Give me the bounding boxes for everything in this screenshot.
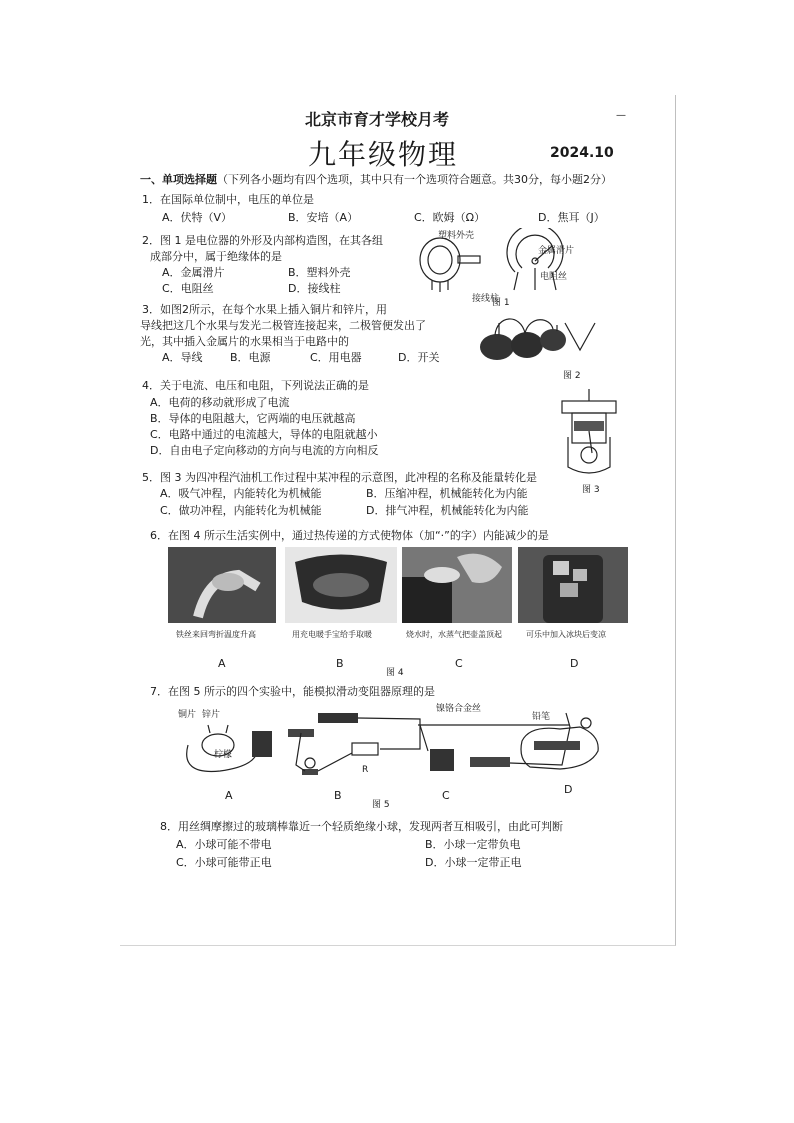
label-plastic-shell: 塑料外壳 — [438, 231, 475, 241]
q3-stem-line2: 导线把这几个水果与发光二极管连接起来，二极管便发出了 — [140, 319, 426, 332]
corner-mark: — — [616, 110, 626, 121]
q3-option-d: D．开关 — [398, 351, 440, 364]
q2-option-b: B．塑料外壳 — [288, 266, 351, 279]
label-lemon: 柠檬 — [214, 750, 233, 760]
circuit-a-letter: A — [225, 789, 233, 802]
photo-b-caption: 用充电暖手宝给手取暖 — [292, 630, 372, 639]
label-resistance-wire: 电阻丝 — [540, 272, 568, 282]
photo-c-boiling-kettle — [402, 547, 512, 623]
q2-stem-line2: 成部分中，属于绝缘体的是 — [150, 250, 282, 263]
q5-option-b: B．压缩冲程，机械能转化为内能 — [366, 487, 528, 500]
q4-option-a: A．电荷的移动就形成了电流 — [150, 396, 290, 409]
section-instructions: （下列各小题均有四个选项，其中只有一个选项符合题意。共30分，每小题2分） — [217, 173, 612, 186]
photo-a-letter: A — [218, 657, 226, 670]
q7-stem: 7．在图 5 所示的四个实验中，能模拟滑动变阻器原理的是 — [150, 685, 435, 698]
q2-option-c: C．电阻丝 — [162, 282, 214, 295]
q4-option-c: C．电路中通过的电流越大，导体的电阻就越小 — [150, 428, 378, 441]
figure-1-caption: 图 1 — [492, 298, 510, 308]
q1-stem: 1．在国际单位制中，电压的单位是 — [142, 193, 314, 206]
q1-option-c: C．欧姆（Ω） — [414, 211, 486, 224]
label-r: R — [362, 765, 369, 775]
photo-a-caption: 铁丝来回弯折温度升高 — [176, 630, 256, 639]
q1-option-a: A．伏特（V） — [162, 211, 233, 224]
q8-option-c: C．小球可能带正电 — [176, 856, 272, 869]
q3-stem-line3: 光，其中插入金属片的水果相当于电路中的 — [140, 335, 349, 348]
engine-cylinder-figure — [558, 387, 620, 477]
photo-b-letter: B — [336, 657, 344, 670]
exam-sheet — [120, 95, 676, 946]
q3-option-a: A．导线 — [162, 351, 203, 364]
q3-option-b: B．电源 — [230, 351, 271, 364]
q1-option-b: B．安培（A） — [288, 211, 359, 224]
q8-option-a: A．小球可能不带电 — [176, 838, 272, 851]
school-name: 北京市育才学校月考 — [305, 110, 450, 129]
q5-option-c: C．做功冲程，内能转化为机械能 — [160, 504, 322, 517]
q3-option-c: C．用电器 — [310, 351, 362, 364]
exam-date: 2024.10 — [550, 145, 614, 161]
label-metal-slider: 金属滑片 — [538, 246, 575, 256]
q5-stem: 5．图 3 为四冲程汽油机工作过程中某冲程的示意图，此冲程的名称及能量转化是 — [142, 471, 537, 484]
q5-option-a: A．吸气冲程，内能转化为机械能 — [160, 487, 322, 500]
q5-option-d: D．排气冲程，机械能转化为内能 — [366, 504, 529, 517]
photo-d-letter: D — [570, 657, 579, 670]
q8-stem: 8．用丝绸摩擦过的玻璃棒靠近一个轻质绝缘小球，发现两者互相吸引，由此可判断 — [160, 820, 563, 833]
section-title: 一、单项选择题 — [140, 173, 217, 186]
circuit-d-letter: D — [564, 783, 573, 796]
label-zinc: 锌片 — [202, 710, 221, 720]
fruit-battery-figure — [475, 305, 605, 365]
figure-3-caption: 图 3 — [582, 485, 600, 495]
q1-option-d: D．焦耳（J） — [538, 211, 605, 224]
q2-stem-line1: 2．图 1 是电位器的外形及内部构造图，在其各组 — [142, 234, 383, 247]
section-heading — [140, 173, 612, 187]
q8-option-d: D．小球一定带正电 — [425, 856, 522, 869]
photo-a-bending-wire — [168, 547, 276, 623]
circuit-b-letter: B — [334, 789, 342, 802]
q2-option-a: A．金属滑片 — [162, 266, 225, 279]
photo-c-letter: C — [455, 657, 463, 670]
q4-option-b: B．导体的电阻越大，它两端的电压就越高 — [150, 412, 356, 425]
label-terminal: 接线柱 — [472, 294, 500, 304]
circuit-c-letter: C — [442, 789, 450, 802]
q4-stem: 4．关于电流、电压和电阻，下列说法正确的是 — [142, 379, 369, 392]
q6-stem: 6．在图 4 所示生活实例中，通过热传递的方式使物体（加“·”的字）内能减少的是 — [150, 529, 549, 542]
figure-4-caption: 图 4 — [386, 668, 404, 678]
experiment-circuits-figure — [170, 705, 630, 785]
photo-d-caption: 可乐中加入冰块后变凉 — [526, 630, 606, 639]
photo-b-hand-warmer — [285, 547, 397, 623]
figure-2-caption: 图 2 — [563, 371, 581, 381]
q4-option-d: D．自由电子定向移动的方向与电流的方向相反 — [150, 444, 379, 457]
q3-stem-line1: 3．如图2所示，在每个水果上插入铜片和锌片，用 — [142, 303, 387, 316]
figure-5-caption: 图 5 — [372, 800, 390, 810]
label-nichrome-wire: 镍铬合金丝 — [436, 704, 482, 714]
label-pencil: 铅笔 — [532, 712, 551, 722]
photo-c-caption: 烧水时，水蒸气把壶盖顶起 — [406, 630, 502, 639]
q2-option-d: D．接线柱 — [288, 282, 341, 295]
page-title: 九年级物理 — [308, 138, 459, 171]
photo-d-cola-with-ice — [518, 547, 628, 623]
q8-option-b: B．小球一定带负电 — [425, 838, 521, 851]
label-copper: 铜片 — [178, 710, 197, 720]
